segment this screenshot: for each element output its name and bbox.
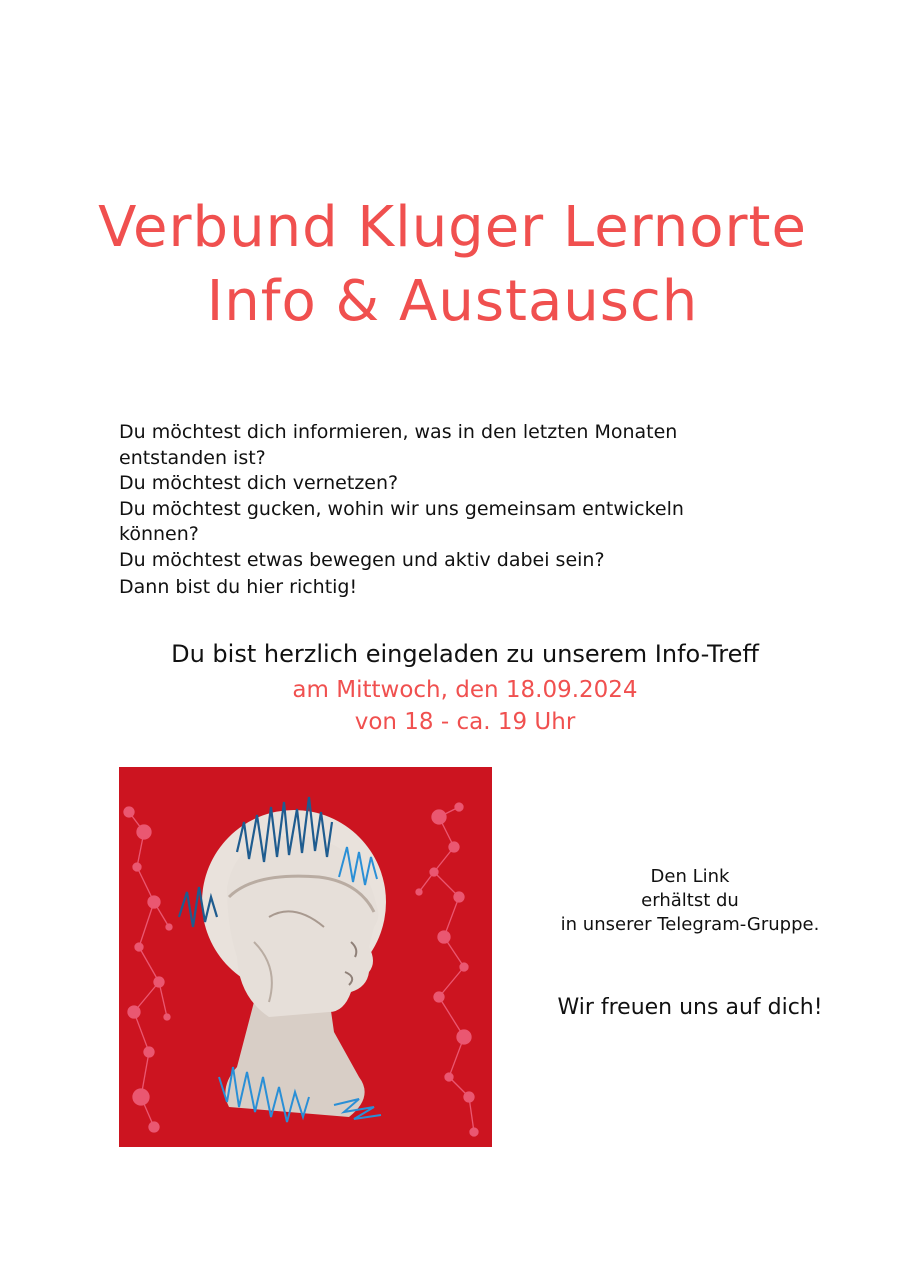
intro-line: entstanden ist? <box>119 446 266 469</box>
link-info <box>537 865 843 937</box>
event-date: am Mittwoch, den 18.09.2024 <box>292 677 638 703</box>
intro-line: können? <box>119 523 199 545</box>
bust-illustration <box>119 767 492 1147</box>
invitation-headline: Du bist herzlich eingeladen zu unserem Info-Treff <box>171 640 759 668</box>
intro-line: Du möchtest dich informieren, was in den letzten Monaten <box>119 421 678 443</box>
link-info-line: Den Link <box>650 866 730 887</box>
title-line-2: Info & Austausch <box>206 269 699 334</box>
closing-text: Wir freuen uns auf dich! <box>557 995 823 1020</box>
intro-line: Du möchtest gucken, wohin wir uns gemeinsam entwickeln <box>119 497 684 520</box>
link-info-line: in unserer Telegram-Gruppe. <box>560 914 820 935</box>
intro-line: Du möchtest dich vernetzen? <box>119 472 399 494</box>
title-line-1: Verbund Kluger Lernorte <box>98 195 807 260</box>
intro-text <box>119 420 779 601</box>
intro-line: Du möchtest etwas bewegen und aktiv dabei sein? <box>119 548 605 571</box>
event-time: von 18 - ca. 19 Uhr <box>354 709 576 735</box>
link-info-line: erhältst du <box>641 890 739 911</box>
intro-line: Dann bist du hier richtig! <box>119 576 358 598</box>
